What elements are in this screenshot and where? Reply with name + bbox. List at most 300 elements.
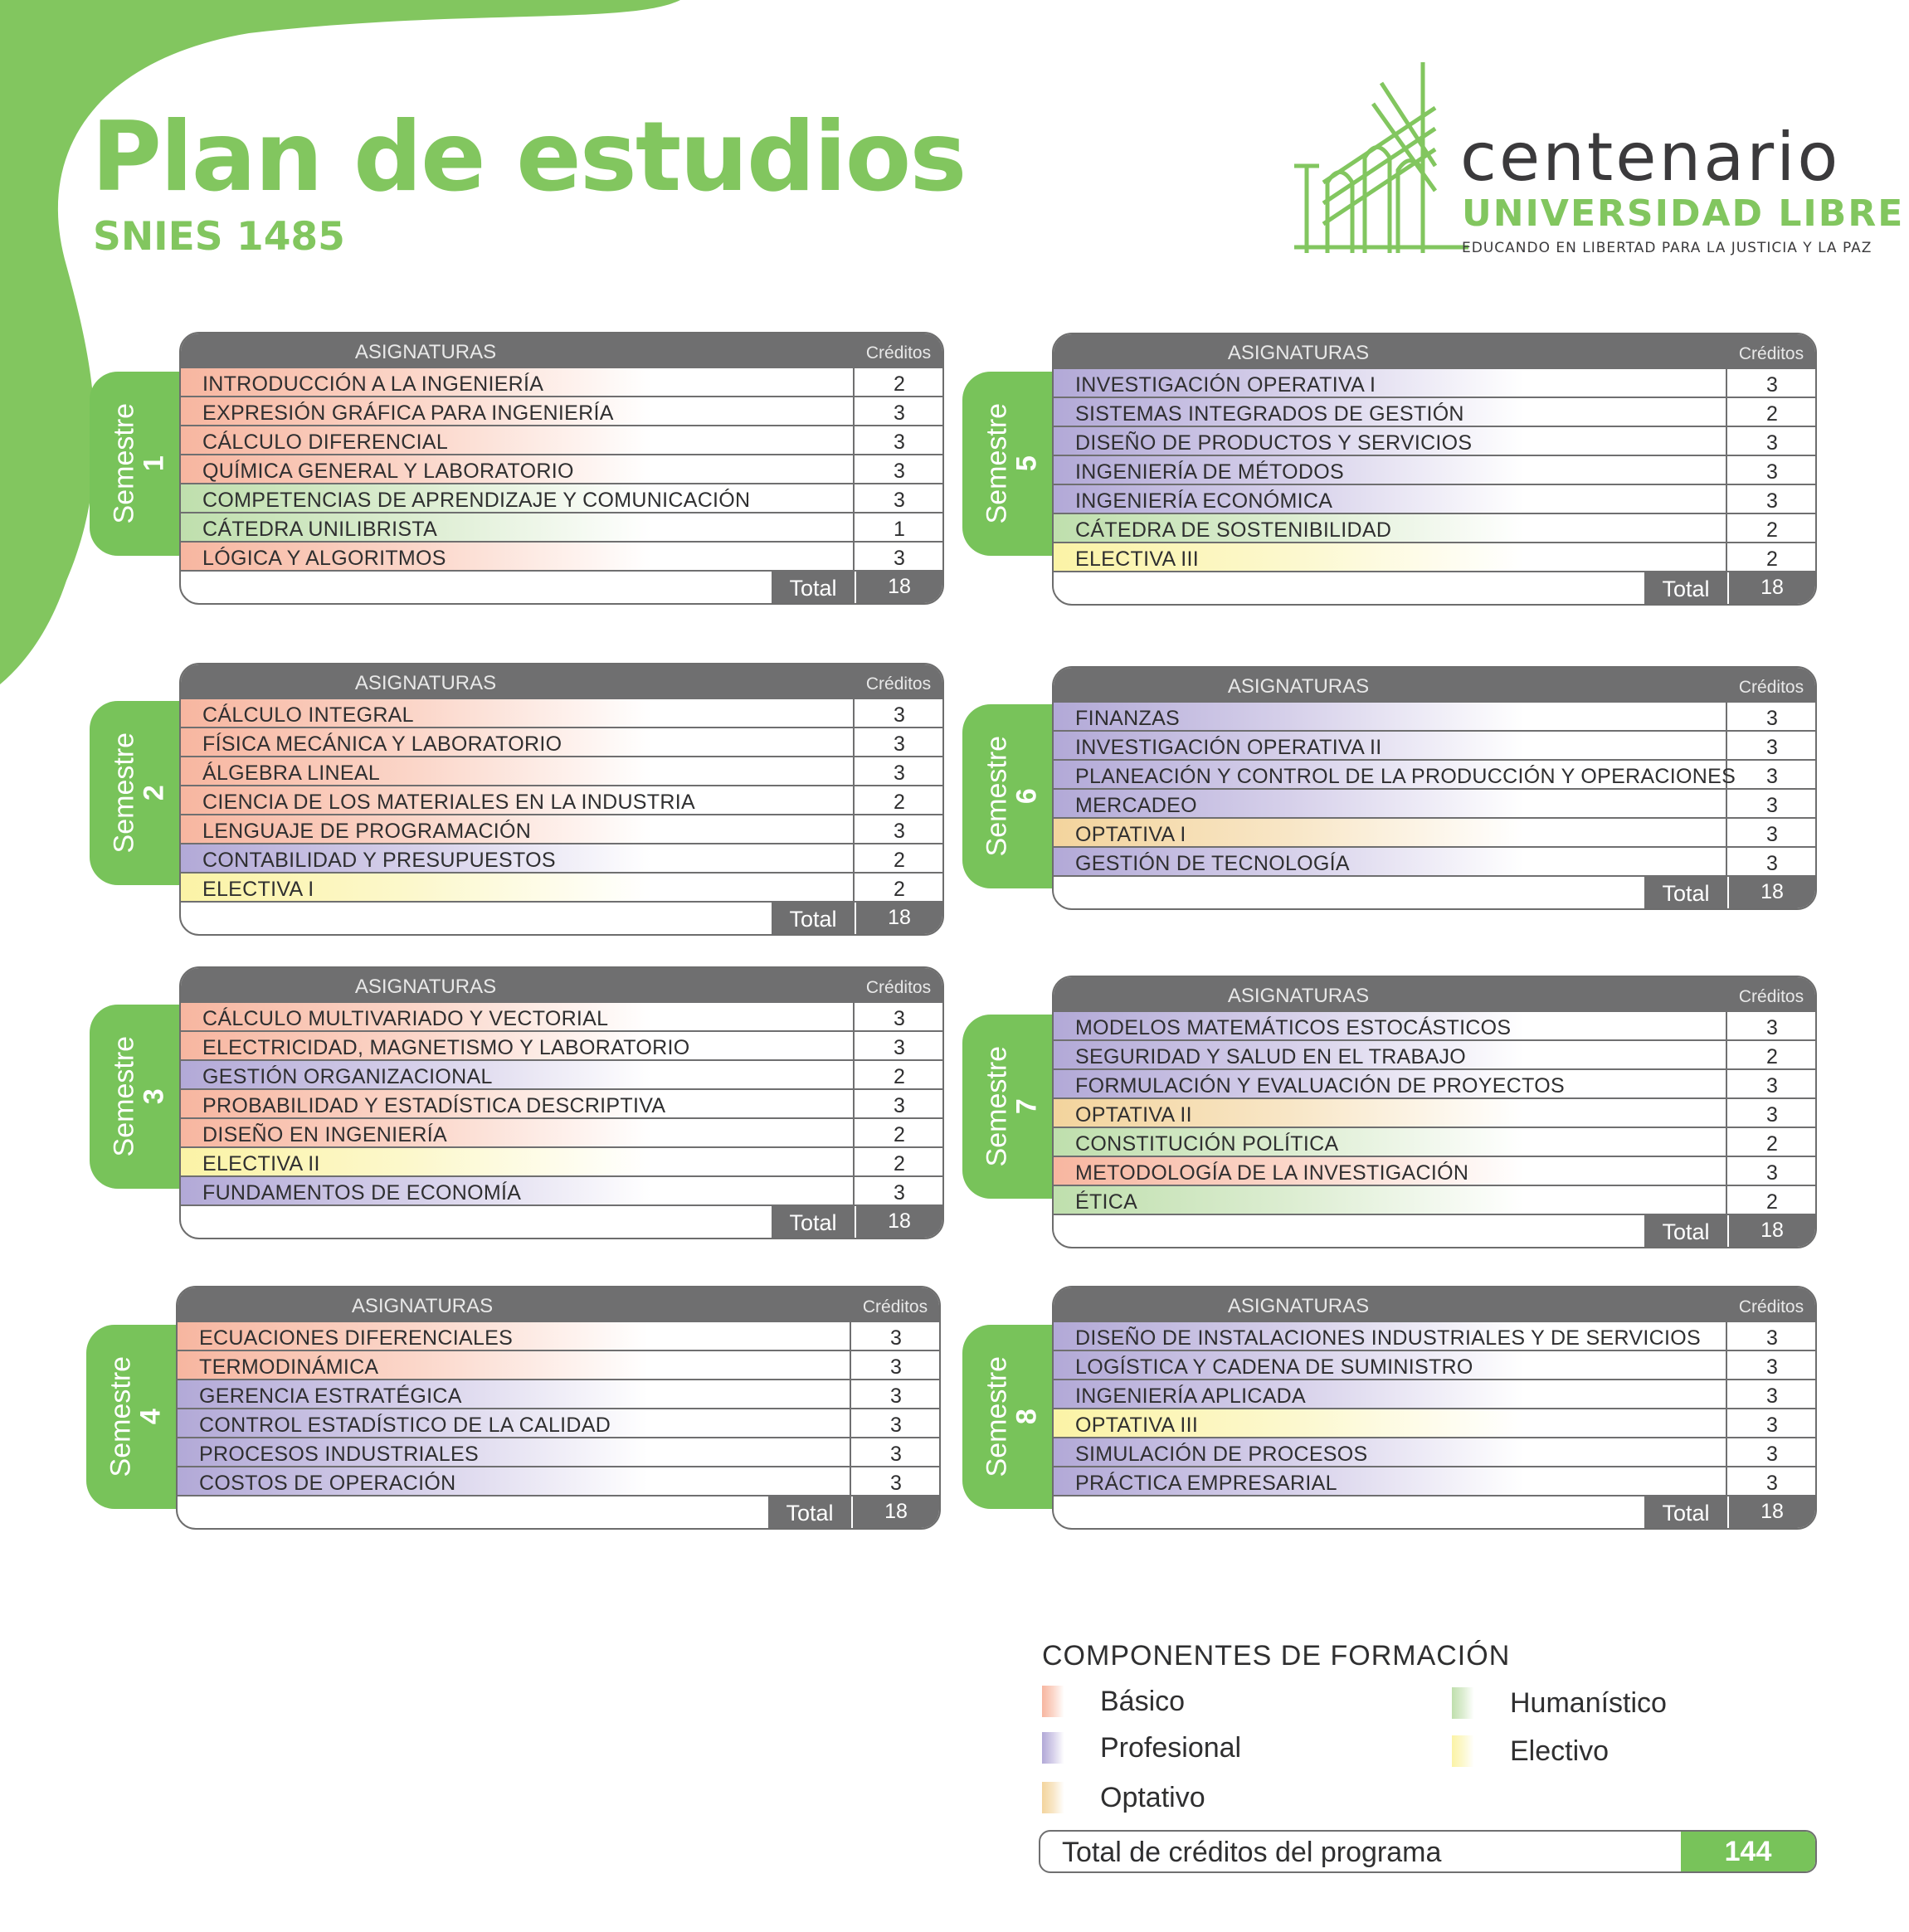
table-row bbox=[1054, 456, 1815, 485]
legend-swatch bbox=[1452, 1687, 1483, 1719]
logo-wordmark: centenario bbox=[1460, 119, 1841, 196]
subject-credits: 3 bbox=[894, 401, 905, 425]
semester-table bbox=[179, 332, 944, 605]
subject-credits: 3 bbox=[894, 732, 905, 756]
legend-swatch bbox=[1042, 1686, 1074, 1717]
semester-number: 1 bbox=[138, 455, 169, 472]
semester-number: 8 bbox=[1011, 1409, 1042, 1425]
subject-cell bbox=[178, 1409, 851, 1437]
subject-credits: 3 bbox=[894, 431, 905, 454]
subject-name: OPTATIVA I bbox=[1075, 823, 1186, 846]
table-row bbox=[178, 1438, 939, 1467]
table-row bbox=[181, 786, 942, 815]
legend-label: Humanístico bbox=[1510, 1687, 1667, 1719]
table-row bbox=[1054, 1099, 1815, 1128]
subject-name: CÁTEDRA UNILIBRISTA bbox=[202, 518, 438, 541]
subject-credits: 3 bbox=[1766, 431, 1778, 455]
table-row bbox=[181, 513, 942, 543]
subject-name: ELECTRICIDAD, MAGNETISMO Y LABORATORIO bbox=[202, 1036, 690, 1059]
table-row bbox=[1054, 1012, 1815, 1041]
subject-cell bbox=[1054, 398, 1727, 426]
semester-number: 2 bbox=[138, 785, 169, 801]
table-header bbox=[1054, 668, 1815, 703]
subject-credits: 2 bbox=[1766, 1045, 1778, 1068]
subjects-column-header: ASIGNATURAS bbox=[354, 672, 497, 694]
subject-cell bbox=[1054, 1186, 1727, 1214]
program-total-value: 144 bbox=[1681, 1832, 1815, 1871]
table-row bbox=[178, 1351, 939, 1380]
table-row bbox=[1054, 514, 1815, 543]
table-row bbox=[181, 699, 942, 728]
subject-name: PROBABILIDAD Y ESTADÍSTICA DESCRIPTIVA bbox=[202, 1094, 666, 1117]
semester-table bbox=[1052, 666, 1817, 910]
subject-cell bbox=[181, 543, 855, 570]
subject-credits: 3 bbox=[890, 1414, 902, 1437]
table-row bbox=[1054, 1070, 1815, 1099]
legend-label: Profesional bbox=[1100, 1732, 1242, 1764]
subject-cell bbox=[1054, 1012, 1727, 1039]
table-row bbox=[1054, 398, 1815, 427]
subject-name: COMPETENCIAS DE APRENDIZAJE Y COMUNICACIÓN bbox=[202, 489, 751, 512]
subject-credits: 3 bbox=[894, 762, 905, 785]
table-row bbox=[181, 543, 942, 572]
subject-name: SIMULACIÓN DE PROCESOS bbox=[1075, 1443, 1368, 1466]
table-row bbox=[1054, 1128, 1815, 1157]
subject-name: INGENIERÍA APLICADA bbox=[1075, 1385, 1307, 1408]
subject-credits: 2 bbox=[894, 1065, 905, 1088]
subject-cell bbox=[178, 1467, 851, 1495]
subject-credits: 3 bbox=[1766, 1472, 1778, 1495]
total-credits: 18 bbox=[855, 903, 942, 934]
subject-credits: 3 bbox=[1766, 1103, 1778, 1127]
table-row bbox=[178, 1380, 939, 1409]
credits-column-header: Créditos bbox=[1738, 678, 1804, 697]
subject-cell bbox=[1054, 761, 1736, 788]
table-row bbox=[1054, 427, 1815, 456]
subject-cell bbox=[181, 1032, 855, 1059]
legend-swatch bbox=[1042, 1782, 1074, 1813]
subject-credits: 3 bbox=[894, 1094, 905, 1117]
logo-motto: EDUCANDO EN LIBERTAD PARA LA JUSTICIA Y LA PAZ bbox=[1462, 240, 1872, 256]
semester-label bbox=[982, 1334, 1041, 1500]
total-credits: 18 bbox=[851, 1496, 939, 1528]
subject-name: FÍSICA MECÁNICA Y LABORATORIO bbox=[202, 732, 562, 756]
subject-name: CÁTEDRA DE SOSTENIBILIDAD bbox=[1075, 518, 1392, 542]
semester-word: Semestre bbox=[108, 1035, 140, 1157]
subject-credits: 3 bbox=[1766, 852, 1778, 875]
credits-column-header: Créditos bbox=[865, 674, 932, 693]
subject-credits: 3 bbox=[894, 547, 905, 570]
total-label: Total bbox=[772, 1206, 855, 1238]
subject-cell bbox=[1054, 427, 1727, 455]
table-row bbox=[1054, 1438, 1815, 1467]
semester-table bbox=[1052, 1286, 1817, 1530]
total-row bbox=[1054, 1215, 1815, 1247]
subject-cell bbox=[1054, 485, 1727, 513]
subjects-column-header: ASIGNATURAS bbox=[1227, 985, 1370, 1007]
total-row bbox=[1054, 572, 1815, 604]
subject-cell bbox=[1054, 1351, 1727, 1379]
subject-credits: 3 bbox=[894, 703, 905, 727]
subject-cell bbox=[178, 1351, 851, 1379]
subject-credits: 3 bbox=[1766, 765, 1778, 788]
legend-swatch bbox=[1452, 1735, 1483, 1767]
subject-credits: 3 bbox=[1766, 1016, 1778, 1039]
subject-credits: 3 bbox=[1766, 1414, 1778, 1437]
table-header bbox=[178, 1287, 939, 1322]
subject-cell bbox=[1054, 1409, 1727, 1437]
table-row bbox=[1054, 703, 1815, 732]
subject-credits: 3 bbox=[890, 1443, 902, 1466]
subjects-column-header: ASIGNATURAS bbox=[1227, 675, 1370, 698]
table-row bbox=[1054, 1186, 1815, 1215]
table-row bbox=[1054, 1380, 1815, 1409]
semester-number: 7 bbox=[1011, 1098, 1042, 1115]
semester-word: Semestre bbox=[105, 1355, 137, 1477]
subject-credits: 3 bbox=[894, 460, 905, 483]
subject-name: CÁLCULO DIFERENCIAL bbox=[202, 431, 449, 454]
subject-credits: 3 bbox=[890, 1326, 902, 1350]
total-label: Total bbox=[768, 1496, 851, 1528]
total-label: Total bbox=[1644, 877, 1727, 908]
semester-table bbox=[179, 663, 944, 936]
credits-column-header: Créditos bbox=[1738, 1297, 1804, 1316]
subject-credits: 3 bbox=[1766, 1385, 1778, 1408]
subject-cell bbox=[1054, 1041, 1727, 1068]
table-row bbox=[181, 1061, 942, 1090]
table-row bbox=[181, 1177, 942, 1206]
subject-cell bbox=[1054, 1128, 1727, 1156]
subject-name: EXPRESIÓN GRÁFICA PARA INGENIERÍA bbox=[202, 401, 614, 425]
subject-cell bbox=[1054, 543, 1727, 571]
semester-word: Semestre bbox=[981, 402, 1013, 524]
subjects-column-header: ASIGNATURAS bbox=[1227, 1295, 1370, 1317]
semester-word: Semestre bbox=[981, 1355, 1013, 1477]
subject-name: CONTABILIDAD Y PRESUPUESTOS bbox=[202, 849, 556, 872]
semester-word: Semestre bbox=[981, 735, 1013, 857]
table-row bbox=[1054, 819, 1815, 848]
subject-cell bbox=[181, 1003, 855, 1030]
subject-name: ÉTICA bbox=[1075, 1190, 1138, 1214]
table-row bbox=[181, 397, 942, 426]
subject-cell bbox=[181, 397, 855, 425]
subject-cell bbox=[1054, 703, 1727, 730]
subject-credits: 3 bbox=[894, 820, 905, 843]
semester-table bbox=[179, 966, 944, 1239]
subject-name: MODELOS MATEMÁTICOS ESTOCÁSTICOS bbox=[1075, 1016, 1512, 1039]
subject-cell bbox=[1054, 1322, 1727, 1350]
subject-cell bbox=[1054, 732, 1727, 759]
subject-name: INGENIERÍA DE MÉTODOS bbox=[1075, 460, 1344, 484]
table-header bbox=[1054, 977, 1815, 1012]
subject-name: CIENCIA DE LOS MATERIALES EN LA INDUSTRIA bbox=[202, 791, 695, 814]
table-row bbox=[1054, 761, 1815, 790]
table-header bbox=[181, 333, 942, 368]
subject-cell bbox=[1054, 514, 1727, 542]
subject-cell bbox=[181, 728, 855, 756]
semester-word: Semestre bbox=[981, 1045, 1013, 1167]
table-row bbox=[181, 757, 942, 786]
subject-name: CONSTITUCIÓN POLÍTICA bbox=[1075, 1132, 1339, 1156]
semester-label bbox=[110, 381, 168, 547]
subject-credits: 3 bbox=[1766, 794, 1778, 817]
total-label: Total bbox=[772, 903, 855, 934]
subject-name: DISEÑO DE INSTALACIONES INDUSTRIALES Y DE SERVICIOS bbox=[1075, 1326, 1701, 1350]
subject-credits: 3 bbox=[1766, 707, 1778, 730]
legend-label: Optativo bbox=[1100, 1782, 1205, 1813]
logo-university-name: UNIVERSIDAD LIBRE bbox=[1462, 192, 1905, 235]
subject-cell bbox=[181, 874, 855, 901]
subject-name: COSTOS DE OPERACIÓN bbox=[199, 1472, 456, 1495]
table-header bbox=[1054, 334, 1815, 369]
subject-name: ELECTIVA III bbox=[1075, 547, 1200, 571]
semester-number: 3 bbox=[138, 1088, 169, 1105]
table-row bbox=[1054, 848, 1815, 877]
total-row bbox=[181, 1206, 942, 1238]
table-row bbox=[1054, 1322, 1815, 1351]
total-label: Total bbox=[1644, 1496, 1727, 1528]
subject-name: FORMULACIÓN Y EVALUACIÓN DE PROYECTOS bbox=[1075, 1074, 1565, 1097]
table-row bbox=[181, 844, 942, 874]
subject-credits: 3 bbox=[1766, 1355, 1778, 1379]
subject-credits: 3 bbox=[894, 1036, 905, 1059]
table-row bbox=[1054, 485, 1815, 514]
table-row bbox=[181, 1090, 942, 1119]
subject-cell bbox=[181, 513, 855, 541]
table-row bbox=[181, 426, 942, 455]
subject-credits: 3 bbox=[1766, 1443, 1778, 1466]
credits-column-header: Créditos bbox=[865, 978, 932, 997]
page-title: Plan de estudios bbox=[91, 101, 966, 213]
subject-name: GESTIÓN ORGANIZACIONAL bbox=[202, 1065, 493, 1088]
subject-name: LENGUAJE DE PROGRAMACIÓN bbox=[202, 820, 532, 843]
table-row bbox=[181, 368, 942, 397]
table-row bbox=[178, 1467, 939, 1496]
table-row bbox=[181, 1148, 942, 1177]
subject-cell bbox=[181, 1177, 855, 1204]
subjects-column-header: ASIGNATURAS bbox=[1227, 342, 1370, 364]
table-row bbox=[1054, 369, 1815, 398]
subject-name: LOGÍSTICA Y CADENA DE SUMINISTRO bbox=[1075, 1355, 1473, 1379]
subject-credits: 2 bbox=[1766, 518, 1778, 542]
subject-cell bbox=[178, 1380, 851, 1408]
subject-name: ECUACIONES DIFERENCIALES bbox=[199, 1326, 514, 1350]
semester-label bbox=[110, 1014, 168, 1180]
semester-table bbox=[176, 1286, 941, 1530]
subject-cell bbox=[1054, 1070, 1727, 1097]
table-row bbox=[181, 455, 942, 484]
table-row bbox=[181, 728, 942, 757]
subject-name: INVESTIGACIÓN OPERATIVA I bbox=[1075, 373, 1376, 397]
subject-name: INGENIERÍA ECONÓMICA bbox=[1075, 489, 1333, 513]
subject-name: ELECTIVA II bbox=[202, 1152, 320, 1175]
table-row bbox=[178, 1409, 939, 1438]
subject-cell bbox=[181, 786, 855, 814]
legend-label: Electivo bbox=[1510, 1735, 1610, 1767]
table-row bbox=[1054, 1041, 1815, 1070]
subject-credits: 3 bbox=[1766, 823, 1778, 846]
semester-word: Semestre bbox=[108, 732, 140, 854]
subject-name: ELECTIVA I bbox=[202, 878, 314, 901]
legend-title: COMPONENTES DE FORMACIÓN bbox=[1042, 1640, 1511, 1672]
semester-label bbox=[982, 381, 1041, 547]
subject-name: PROCESOS INDUSTRIALES bbox=[199, 1443, 479, 1466]
subject-credits: 3 bbox=[1766, 1161, 1778, 1185]
total-credits: 18 bbox=[855, 1206, 942, 1238]
subject-credits: 2 bbox=[1766, 547, 1778, 571]
subject-name: CÁLCULO MULTIVARIADO Y VECTORIAL bbox=[202, 1007, 609, 1030]
subject-credits: 3 bbox=[890, 1385, 902, 1408]
semester-word: Semestre bbox=[108, 402, 140, 524]
subject-credits: 1 bbox=[894, 518, 905, 541]
subjects-column-header: ASIGNATURAS bbox=[354, 341, 497, 363]
table-row bbox=[1054, 790, 1815, 819]
total-label: Total bbox=[1644, 572, 1727, 604]
subject-cell bbox=[181, 484, 855, 512]
subject-credits: 3 bbox=[894, 1007, 905, 1030]
subject-credits: 2 bbox=[1766, 402, 1778, 426]
subject-cell bbox=[1054, 790, 1727, 817]
subject-name: CÁLCULO INTEGRAL bbox=[202, 703, 414, 727]
subject-name: PRÁCTICA EMPRESARIAL bbox=[1075, 1472, 1337, 1495]
subject-name: FINANZAS bbox=[1075, 707, 1181, 730]
total-label: Total bbox=[1644, 1215, 1727, 1247]
subject-cell bbox=[181, 368, 855, 396]
table-row bbox=[181, 874, 942, 903]
page-subtitle: SNIES 1485 bbox=[93, 214, 345, 260]
total-row bbox=[181, 572, 942, 603]
table-row bbox=[1054, 732, 1815, 761]
total-credits: 18 bbox=[1727, 1215, 1815, 1247]
program-total-box bbox=[1039, 1830, 1817, 1873]
table-header bbox=[181, 664, 942, 699]
subject-cell bbox=[1054, 848, 1727, 875]
subject-cell bbox=[1054, 1157, 1727, 1185]
subject-name: DISEÑO DE PRODUCTOS Y SERVICIOS bbox=[1075, 431, 1473, 455]
semester-table bbox=[1052, 333, 1817, 606]
table-row bbox=[178, 1322, 939, 1351]
table-row bbox=[1054, 1409, 1815, 1438]
subject-credits: 2 bbox=[894, 372, 905, 396]
subject-credits: 2 bbox=[894, 1152, 905, 1175]
subject-name: MERCADEO bbox=[1075, 794, 1197, 817]
subject-name: OPTATIVA III bbox=[1075, 1414, 1199, 1437]
subject-name: QUÍMICA GENERAL Y LABORATORIO bbox=[202, 460, 574, 483]
subject-credits: 3 bbox=[1766, 373, 1778, 397]
subject-name: OPTATIVA II bbox=[1075, 1103, 1192, 1127]
table-row bbox=[181, 1003, 942, 1032]
table-row bbox=[181, 815, 942, 844]
subject-credits: 2 bbox=[894, 791, 905, 814]
subject-name: INTRODUCCIÓN A LA INGENIERÍA bbox=[202, 372, 544, 396]
semester-number: 4 bbox=[134, 1409, 166, 1425]
subject-credits: 3 bbox=[1766, 1074, 1778, 1097]
subject-cell bbox=[181, 426, 855, 454]
subject-cell bbox=[181, 699, 855, 727]
subject-name: DISEÑO EN INGENIERÍA bbox=[202, 1123, 447, 1146]
subject-cell bbox=[181, 1090, 855, 1117]
subject-cell bbox=[181, 1148, 855, 1175]
subject-cell bbox=[1054, 369, 1727, 397]
semester-label bbox=[982, 1024, 1041, 1190]
subject-credits: 3 bbox=[1766, 460, 1778, 484]
subject-cell bbox=[1054, 1099, 1727, 1127]
subject-credits: 3 bbox=[894, 489, 905, 512]
subject-credits: 3 bbox=[1766, 1326, 1778, 1350]
subject-name: LÓGICA Y ALGORITMOS bbox=[202, 547, 446, 570]
legend-swatch bbox=[1042, 1732, 1074, 1764]
semester-label bbox=[106, 1334, 165, 1500]
subject-cell bbox=[178, 1438, 851, 1466]
table-header bbox=[181, 968, 942, 1003]
total-row bbox=[1054, 877, 1815, 908]
table-row bbox=[1054, 1157, 1815, 1186]
legend-label: Básico bbox=[1100, 1686, 1186, 1717]
subject-name: PLANEACIÓN Y CONTROL DE LA PRODUCCIÓN Y OPERACIONES bbox=[1075, 765, 1736, 788]
semester-number: 6 bbox=[1011, 788, 1042, 805]
total-row bbox=[181, 903, 942, 934]
subject-name: METODOLOGÍA DE LA INVESTIGACIÓN bbox=[1075, 1161, 1469, 1185]
credits-column-header: Créditos bbox=[1738, 987, 1804, 1006]
subject-cell bbox=[181, 815, 855, 843]
subject-cell bbox=[1054, 819, 1727, 846]
subject-name: FUNDAMENTOS DE ECONOMÍA bbox=[202, 1181, 522, 1204]
subject-cell bbox=[178, 1322, 851, 1350]
subject-cell bbox=[1054, 1380, 1727, 1408]
subjects-column-header: ASIGNATURAS bbox=[354, 976, 497, 998]
credits-column-header: Créditos bbox=[862, 1297, 928, 1316]
subject-cell bbox=[181, 844, 855, 872]
semester-label bbox=[110, 710, 168, 876]
subject-name: SISTEMAS INTEGRADOS DE GESTIÓN bbox=[1075, 402, 1464, 426]
subject-credits: 3 bbox=[890, 1472, 902, 1495]
subject-credits: 2 bbox=[894, 878, 905, 901]
total-credits: 18 bbox=[1727, 877, 1815, 908]
subject-credits: 2 bbox=[1766, 1190, 1778, 1214]
table-row bbox=[181, 1032, 942, 1061]
subject-credits: 3 bbox=[894, 1181, 905, 1204]
total-row bbox=[1054, 1496, 1815, 1528]
subject-credits: 3 bbox=[1766, 489, 1778, 513]
subject-name: INVESTIGACIÓN OPERATIVA II bbox=[1075, 736, 1382, 759]
total-credits: 18 bbox=[1727, 1496, 1815, 1528]
total-row bbox=[178, 1496, 939, 1528]
subjects-column-header: ASIGNATURAS bbox=[351, 1295, 494, 1317]
table-row bbox=[1054, 1467, 1815, 1496]
table-row bbox=[1054, 1351, 1815, 1380]
credits-column-header: Créditos bbox=[1738, 344, 1804, 363]
subject-credits: 2 bbox=[894, 849, 905, 872]
table-row bbox=[181, 1119, 942, 1148]
subject-name: CONTROL ESTADÍSTICO DE LA CALIDAD bbox=[199, 1414, 611, 1437]
subject-credits: 2 bbox=[894, 1123, 905, 1146]
semester-label bbox=[982, 713, 1041, 879]
total-credits: 18 bbox=[1727, 572, 1815, 604]
subject-credits: 2 bbox=[1766, 1132, 1778, 1156]
table-row bbox=[181, 484, 942, 513]
subject-name: ÁLGEBRA LINEAL bbox=[202, 762, 381, 785]
subject-credits: 3 bbox=[890, 1355, 902, 1379]
total-label: Total bbox=[772, 572, 855, 603]
table-header bbox=[1054, 1287, 1815, 1322]
subject-name: SEGURIDAD Y SALUD EN EL TRABAJO bbox=[1075, 1045, 1467, 1068]
credits-column-header: Créditos bbox=[865, 343, 932, 363]
subject-cell bbox=[1054, 1467, 1727, 1495]
total-credits: 18 bbox=[855, 572, 942, 603]
subject-name: GESTIÓN DE TECNOLOGÍA bbox=[1075, 852, 1350, 875]
subject-name: GERENCIA ESTRATÉGICA bbox=[199, 1385, 462, 1408]
subject-cell bbox=[1054, 456, 1727, 484]
